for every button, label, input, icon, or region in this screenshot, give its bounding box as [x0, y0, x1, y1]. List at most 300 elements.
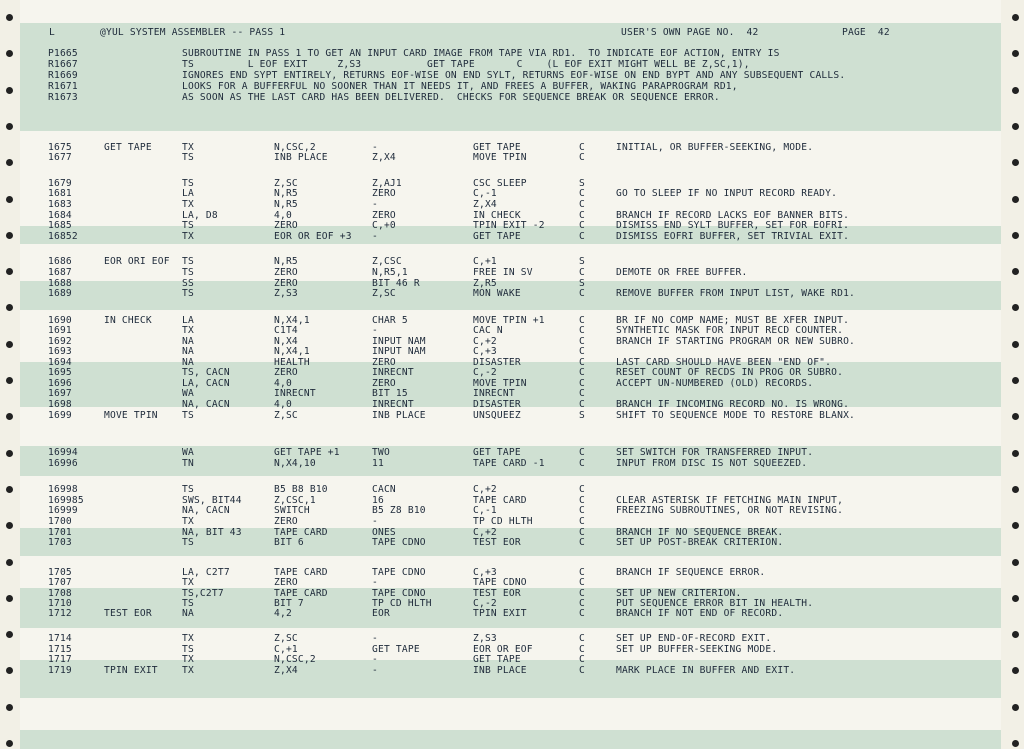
- line-number: 1705: [48, 567, 72, 578]
- address-3: C,+2: [473, 336, 497, 347]
- comment-text: IGNORES END SYPT ENTIRELY, RETURNS EOF-WISE ON END SYLT, RETURNS EOF-WISE ON END BYPT AND ANY SUBSEQUENT CALLS.: [182, 70, 846, 81]
- type-code: C: [579, 152, 585, 163]
- line-number: 1719: [48, 665, 72, 676]
- address-2: INPUT NAM: [372, 346, 426, 357]
- remark: SYNTHETIC MASK FOR INPUT RECD COUNTER.: [616, 325, 844, 336]
- assembler-title: @YUL SYSTEM ASSEMBLER -- PASS 1: [100, 27, 286, 38]
- address-3: TAPE CARD -1: [473, 458, 545, 469]
- feed-hole: [6, 559, 13, 566]
- feed-hole: [1012, 196, 1019, 203]
- remark: BRANCH IF NOT END OF RECORD.: [616, 608, 784, 619]
- remark: SET UP POST-BREAK CRITERION.: [616, 537, 784, 548]
- address-3: DISASTER: [473, 399, 521, 410]
- feed-hole: [6, 667, 13, 674]
- line-number: 1715: [48, 644, 72, 655]
- type-code: S: [579, 278, 585, 289]
- address-1: ZERO: [274, 367, 298, 378]
- remark: GO TO SLEEP IF NO INPUT RECORD READY.: [616, 188, 838, 199]
- remark: BRANCH IF SEQUENCE ERROR.: [616, 567, 766, 578]
- comment-line-number: R1671: [48, 81, 78, 92]
- address-2: BIT 15: [372, 388, 408, 399]
- op-code: TX: [182, 665, 194, 676]
- type-code: C: [579, 654, 585, 665]
- address-2: -: [372, 231, 378, 242]
- op-code: NA: [182, 608, 194, 619]
- address-2: ZERO: [372, 378, 396, 389]
- address-1: N,X4: [274, 336, 298, 347]
- remark: FREEZING SUBROUTINES, OR NOT REVISING.: [616, 505, 844, 516]
- op-code: TS: [182, 178, 194, 189]
- address-1: 4,0: [274, 378, 292, 389]
- line-number: 1681: [48, 188, 72, 199]
- feed-hole: [1012, 268, 1019, 275]
- location-label: IN CHECK: [104, 315, 152, 326]
- line-number: 1703: [48, 537, 72, 548]
- address-1: 4,0: [274, 399, 292, 410]
- address-1: Z,SC: [274, 410, 298, 421]
- feed-hole: [6, 268, 13, 275]
- remark: DISMISS END SYLT BUFFER, SET FOR EOFRI.: [616, 220, 850, 231]
- type-code: C: [579, 665, 585, 676]
- remark: RESET COUNT OF RECDS IN PROG OR SUBRO.: [616, 367, 844, 378]
- remark: INPUT FROM DISC IS NOT SQUEEZED.: [616, 458, 808, 469]
- address-3: MOVE TPIN: [473, 378, 527, 389]
- address-1: N,X4,1: [274, 315, 310, 326]
- address-3: IN CHECK: [473, 210, 521, 221]
- line-number: 1686: [48, 256, 72, 267]
- address-3: C,+1: [473, 256, 497, 267]
- op-code: NA, CACN: [182, 505, 230, 516]
- address-3: C,+3: [473, 567, 497, 578]
- feed-hole: [6, 486, 13, 493]
- line-number: 1675: [48, 142, 72, 153]
- address-1: N,X4,1: [274, 346, 310, 357]
- feed-hole: [1012, 14, 1019, 21]
- address-2: -: [372, 142, 378, 153]
- feed-hole: [6, 14, 13, 21]
- address-2: -: [372, 325, 378, 336]
- address-2: INRECNT: [372, 399, 414, 410]
- remark: BRANCH IF INCOMING RECORD NO. IS WRONG.: [616, 399, 850, 410]
- address-1: 4,2: [274, 608, 292, 619]
- comment-line-number: R1669: [48, 70, 78, 81]
- type-code: C: [579, 458, 585, 469]
- line-number: 1692: [48, 336, 72, 347]
- remark: REMOVE BUFFER FROM INPUT LIST, WAKE RD1.: [616, 288, 856, 299]
- address-2: INRECNT: [372, 367, 414, 378]
- line-number: 1690: [48, 315, 72, 326]
- address-2: TAPE CDNO: [372, 537, 426, 548]
- feed-hole: [6, 377, 13, 384]
- type-code: C: [579, 288, 585, 299]
- address-1: GET TAPE +1: [274, 447, 340, 458]
- feed-hole: [1012, 377, 1019, 384]
- type-code: C: [579, 527, 585, 538]
- line-number: 1699: [48, 410, 72, 421]
- type-code: C: [579, 588, 585, 599]
- user-page-number: USER'S OWN PAGE NO. 42: [621, 27, 759, 38]
- address-2: INPUT NAM: [372, 336, 426, 347]
- op-code: TX: [182, 142, 194, 153]
- comment-text: LOOKS FOR A BUFFERFUL NO SOONER THAN IT NEEDS IT, AND FREES A BUFFER, WAKING PARAPROGRAM RD1,: [182, 81, 738, 92]
- op-code: LA: [182, 315, 194, 326]
- address-3: Z,S3: [473, 633, 497, 644]
- feed-hole: [1012, 159, 1019, 166]
- remark: PUT SEQUENCE ERROR BIT IN HEALTH.: [616, 598, 814, 609]
- line-number: 1700: [48, 516, 72, 527]
- type-code: C: [579, 608, 585, 619]
- op-code: TS: [182, 267, 194, 278]
- line-number: 1685: [48, 220, 72, 231]
- address-1: N,R5: [274, 256, 298, 267]
- type-code: C: [579, 378, 585, 389]
- type-code: C: [579, 484, 585, 495]
- type-code: C: [579, 495, 585, 506]
- address-1: INRECNT: [274, 388, 316, 399]
- address-2: TP CD HLTH: [372, 598, 432, 609]
- line-number: 1707: [48, 577, 72, 588]
- type-code: C: [579, 388, 585, 399]
- op-code: TN: [182, 458, 194, 469]
- feed-hole: [6, 704, 13, 711]
- op-code: LA, CACN: [182, 378, 230, 389]
- remark: SET SWITCH FOR TRANSFERRED INPUT.: [616, 447, 814, 458]
- op-code: TS: [182, 256, 194, 267]
- comment-line-number: R1667: [48, 59, 78, 70]
- line-number: 1693: [48, 346, 72, 357]
- line-number: 1677: [48, 152, 72, 163]
- remark: DEMOTE OR FREE BUFFER.: [616, 267, 748, 278]
- line-number: 1717: [48, 654, 72, 665]
- remark: CLEAR ASTERISK IF FETCHING MAIN INPUT,: [616, 495, 844, 506]
- address-1: C1T4: [274, 325, 298, 336]
- line-number: 1708: [48, 588, 72, 599]
- address-1: Z,SC: [274, 178, 298, 189]
- op-code: TS: [182, 220, 194, 231]
- comment-line-number: R1673: [48, 92, 78, 103]
- op-code: LA: [182, 188, 194, 199]
- op-code: SS: [182, 278, 194, 289]
- op-code: TX: [182, 654, 194, 665]
- line-number: 16996: [48, 458, 78, 469]
- line-number: 1689: [48, 288, 72, 299]
- comment-text: TS L EOF EXIT Z,S3 GET TAPE C (L EOF EXIT MIGHT WELL BE Z,SC,1),: [182, 59, 750, 70]
- op-code: TS: [182, 644, 194, 655]
- address-2: Z,X4: [372, 152, 396, 163]
- type-code: C: [579, 220, 585, 231]
- op-code: TX: [182, 199, 194, 210]
- feed-hole: [1012, 413, 1019, 420]
- address-1: ZERO: [274, 220, 298, 231]
- remark: SET UP END-OF-RECORD EXIT.: [616, 633, 772, 644]
- feed-hole: [6, 631, 13, 638]
- address-2: B5 Z8 B10: [372, 505, 426, 516]
- op-code: NA: [182, 357, 194, 368]
- address-3: TP CD HLTH: [473, 516, 533, 527]
- address-2: CACN: [372, 484, 396, 495]
- address-2: ZERO: [372, 357, 396, 368]
- op-code: NA, CACN: [182, 399, 230, 410]
- op-code: TS: [182, 598, 194, 609]
- op-code: TS: [182, 288, 194, 299]
- feed-hole: [1012, 123, 1019, 130]
- op-code: TX: [182, 633, 194, 644]
- address-3: EOR OR EOF: [473, 644, 533, 655]
- address-2: 16: [372, 495, 384, 506]
- address-2: Z,AJ1: [372, 178, 402, 189]
- line-number: 1714: [48, 633, 72, 644]
- address-2: BIT 46 R: [372, 278, 420, 289]
- line-number: 16998: [48, 484, 78, 495]
- right-tractor-holes: [1007, 0, 1021, 749]
- op-code: LA, C2T7: [182, 567, 230, 578]
- type-code: C: [579, 577, 585, 588]
- feed-hole: [6, 341, 13, 348]
- address-1: N,R5: [274, 188, 298, 199]
- address-3: C,+2: [473, 527, 497, 538]
- address-1: EOR OR EOF +3: [274, 231, 352, 242]
- feed-hole: [6, 232, 13, 239]
- address-1: Z,X4: [274, 665, 298, 676]
- address-3: C,-1: [473, 188, 497, 199]
- feed-hole: [1012, 595, 1019, 602]
- feed-hole: [1012, 87, 1019, 94]
- address-2: 11: [372, 458, 384, 469]
- remark: SET UP NEW CRITERION.: [616, 588, 742, 599]
- comment-text: SUBROUTINE IN PASS 1 TO GET AN INPUT CARD IMAGE FROM TAPE VIA RD1. TO INDICATE EOF ACTION, ENTRY IS: [182, 48, 780, 59]
- remark: DISMISS EOFRI BUFFER, SET TRIVIAL EXIT.: [616, 231, 850, 242]
- feed-hole: [1012, 50, 1019, 57]
- address-2: -: [372, 577, 378, 588]
- remark: SET UP BUFFER-SEEKING MODE.: [616, 644, 778, 655]
- address-3: UNSQUEEZ: [473, 410, 521, 421]
- address-1: TAPE CARD: [274, 588, 328, 599]
- feed-hole: [6, 595, 13, 602]
- address-2: Z,CSC: [372, 256, 402, 267]
- line-number: 1687: [48, 267, 72, 278]
- address-3: C,-2: [473, 598, 497, 609]
- address-1: N,X4,10: [274, 458, 316, 469]
- remark: INITIAL, OR BUFFER-SEEKING, MODE.: [616, 142, 814, 153]
- feed-hole: [1012, 341, 1019, 348]
- remark: BRANCH IF RECORD LACKS EOF BANNER BITS.: [616, 210, 850, 221]
- feed-hole: [6, 450, 13, 457]
- line-number: 1694: [48, 357, 72, 368]
- address-2: N,R5,1: [372, 267, 408, 278]
- type-code: C: [579, 315, 585, 326]
- address-3: TPIN EXIT -2: [473, 220, 545, 231]
- address-1: INB PLACE: [274, 152, 328, 163]
- type-code: S: [579, 256, 585, 267]
- remark: ACCEPT UN-NUMBERED (OLD) RECORDS.: [616, 378, 814, 389]
- op-code: NA: [182, 336, 194, 347]
- op-code: TS: [182, 484, 194, 495]
- line-number: 1696: [48, 378, 72, 389]
- feed-hole: [1012, 450, 1019, 457]
- feed-hole: [6, 413, 13, 420]
- address-2: TAPE CDNO: [372, 567, 426, 578]
- type-code: C: [579, 447, 585, 458]
- op-code: SWS, BIT44: [182, 495, 242, 506]
- op-code: TX: [182, 516, 194, 527]
- address-3: GET TAPE: [473, 447, 521, 458]
- address-2: CHAR 5: [372, 315, 408, 326]
- op-code: TX: [182, 325, 194, 336]
- address-3: CSC SLEEP: [473, 178, 527, 189]
- address-2: ONES: [372, 527, 396, 538]
- address-2: -: [372, 516, 378, 527]
- address-1: N,CSC,2: [274, 654, 316, 665]
- feed-hole: [6, 50, 13, 57]
- op-code: TS: [182, 152, 194, 163]
- remark: SHIFT TO SEQUENCE MODE TO RESTORE BLANX.: [616, 410, 856, 421]
- feed-hole: [6, 740, 13, 747]
- address-1: C,+1: [274, 644, 298, 655]
- address-3: TAPE CARD: [473, 495, 527, 506]
- feed-hole: [1012, 704, 1019, 711]
- type-code: C: [579, 210, 585, 221]
- address-2: TWO: [372, 447, 390, 458]
- address-1: B5 B8 B10: [274, 484, 328, 495]
- address-1: TAPE CARD: [274, 527, 328, 538]
- type-code: C: [579, 267, 585, 278]
- feed-hole: [1012, 522, 1019, 529]
- address-3: CAC N: [473, 325, 503, 336]
- op-code: NA: [182, 346, 194, 357]
- page-number: PAGE 42: [842, 27, 890, 38]
- feed-hole: [1012, 232, 1019, 239]
- address-3: MON WAKE: [473, 288, 521, 299]
- type-code: C: [579, 598, 585, 609]
- feed-hole: [6, 304, 13, 311]
- address-3: FREE IN SV: [473, 267, 533, 278]
- op-code: TX: [182, 231, 194, 242]
- line-number: 1683: [48, 199, 72, 210]
- op-code: TS,C2T7: [182, 588, 224, 599]
- feed-hole: [1012, 631, 1019, 638]
- line-number: 1684: [48, 210, 72, 221]
- type-code: C: [579, 199, 585, 210]
- feed-hole: [6, 196, 13, 203]
- address-3: C,+3: [473, 346, 497, 357]
- feed-hole: [6, 522, 13, 529]
- address-1: HEALTH: [274, 357, 310, 368]
- address-2: ZERO: [372, 210, 396, 221]
- address-1: BIT 6: [274, 537, 304, 548]
- line-number: 1688: [48, 278, 72, 289]
- remark: MARK PLACE IN BUFFER AND EXIT.: [616, 665, 796, 676]
- comment-text: AS SOON AS THE LAST CARD HAS BEEN DELIVERED. CHECKS FOR SEQUENCE BREAK OR SEQUENCE ERROR.: [182, 92, 720, 103]
- remark: LAST CARD SHOULD HAVE BEEN "END OF".: [616, 357, 832, 368]
- address-3: C,-2: [473, 367, 497, 378]
- op-code: TX: [182, 577, 194, 588]
- address-3: Z,R5: [473, 278, 497, 289]
- address-1: ZERO: [274, 516, 298, 527]
- address-2: -: [372, 199, 378, 210]
- address-3: C,-1: [473, 505, 497, 516]
- line-number: 16994: [48, 447, 78, 458]
- address-3: GET TAPE: [473, 231, 521, 242]
- address-1: SWITCH: [274, 505, 310, 516]
- address-2: GET TAPE: [372, 644, 420, 655]
- op-code: LA, D8: [182, 210, 218, 221]
- type-code: C: [579, 367, 585, 378]
- address-1: ZERO: [274, 278, 298, 289]
- line-number: 1701: [48, 527, 72, 538]
- location-label: MOVE TPIN: [104, 410, 158, 421]
- line-number: 16852: [48, 231, 78, 242]
- green-band: [20, 730, 1001, 749]
- feed-hole: [1012, 559, 1019, 566]
- op-code: WA: [182, 447, 194, 458]
- address-2: C,+0: [372, 220, 396, 231]
- address-2: ZERO: [372, 188, 396, 199]
- address-3: GET TAPE: [473, 142, 521, 153]
- feed-hole: [1012, 304, 1019, 311]
- location-label: EOR ORI EOF: [104, 256, 170, 267]
- address-3: TEST EOR: [473, 588, 521, 599]
- type-code: C: [579, 537, 585, 548]
- address-3: MOVE TPIN: [473, 152, 527, 163]
- op-code: TS: [182, 410, 194, 421]
- address-3: TEST EOR: [473, 537, 521, 548]
- op-code: TS, CACN: [182, 367, 230, 378]
- address-1: 4,0: [274, 210, 292, 221]
- address-3: INRECNT: [473, 388, 515, 399]
- type-code: C: [579, 325, 585, 336]
- address-1: ZERO: [274, 577, 298, 588]
- address-1: ZERO: [274, 267, 298, 278]
- location-label: TPIN EXIT: [104, 665, 158, 676]
- feed-hole: [1012, 740, 1019, 747]
- type-code: S: [579, 410, 585, 421]
- type-code: C: [579, 336, 585, 347]
- line-number: 1691: [48, 325, 72, 336]
- feed-hole: [6, 87, 13, 94]
- feed-hole: [6, 159, 13, 166]
- address-3: MOVE TPIN +1: [473, 315, 545, 326]
- address-2: TAPE CDNO: [372, 588, 426, 599]
- type-code: C: [579, 142, 585, 153]
- address-1: Z,SC: [274, 633, 298, 644]
- address-1: Z,S3: [274, 288, 298, 299]
- feed-hole: [1012, 486, 1019, 493]
- left-tractor-holes: [3, 0, 17, 749]
- line-number: 1695: [48, 367, 72, 378]
- feed-hole: [6, 123, 13, 130]
- type-code: C: [579, 357, 585, 368]
- op-code: WA: [182, 388, 194, 399]
- line-number: 1712: [48, 608, 72, 619]
- type-code: C: [579, 346, 585, 357]
- address-3: C,+2: [473, 484, 497, 495]
- type-code: C: [579, 644, 585, 655]
- location-label: TEST EOR: [104, 608, 152, 619]
- address-3: TPIN EXIT: [473, 608, 527, 619]
- line-number: 1710: [48, 598, 72, 609]
- op-code: TS: [182, 537, 194, 548]
- feed-hole: [1012, 667, 1019, 674]
- line-number: 1698: [48, 399, 72, 410]
- type-code: C: [579, 516, 585, 527]
- type-code: S: [579, 178, 585, 189]
- line-number: 16999: [48, 505, 78, 516]
- address-1: N,R5: [274, 199, 298, 210]
- address-3: INB PLACE: [473, 665, 527, 676]
- type-code: C: [579, 231, 585, 242]
- address-2: Z,SC: [372, 288, 396, 299]
- address-3: GET TAPE: [473, 654, 521, 665]
